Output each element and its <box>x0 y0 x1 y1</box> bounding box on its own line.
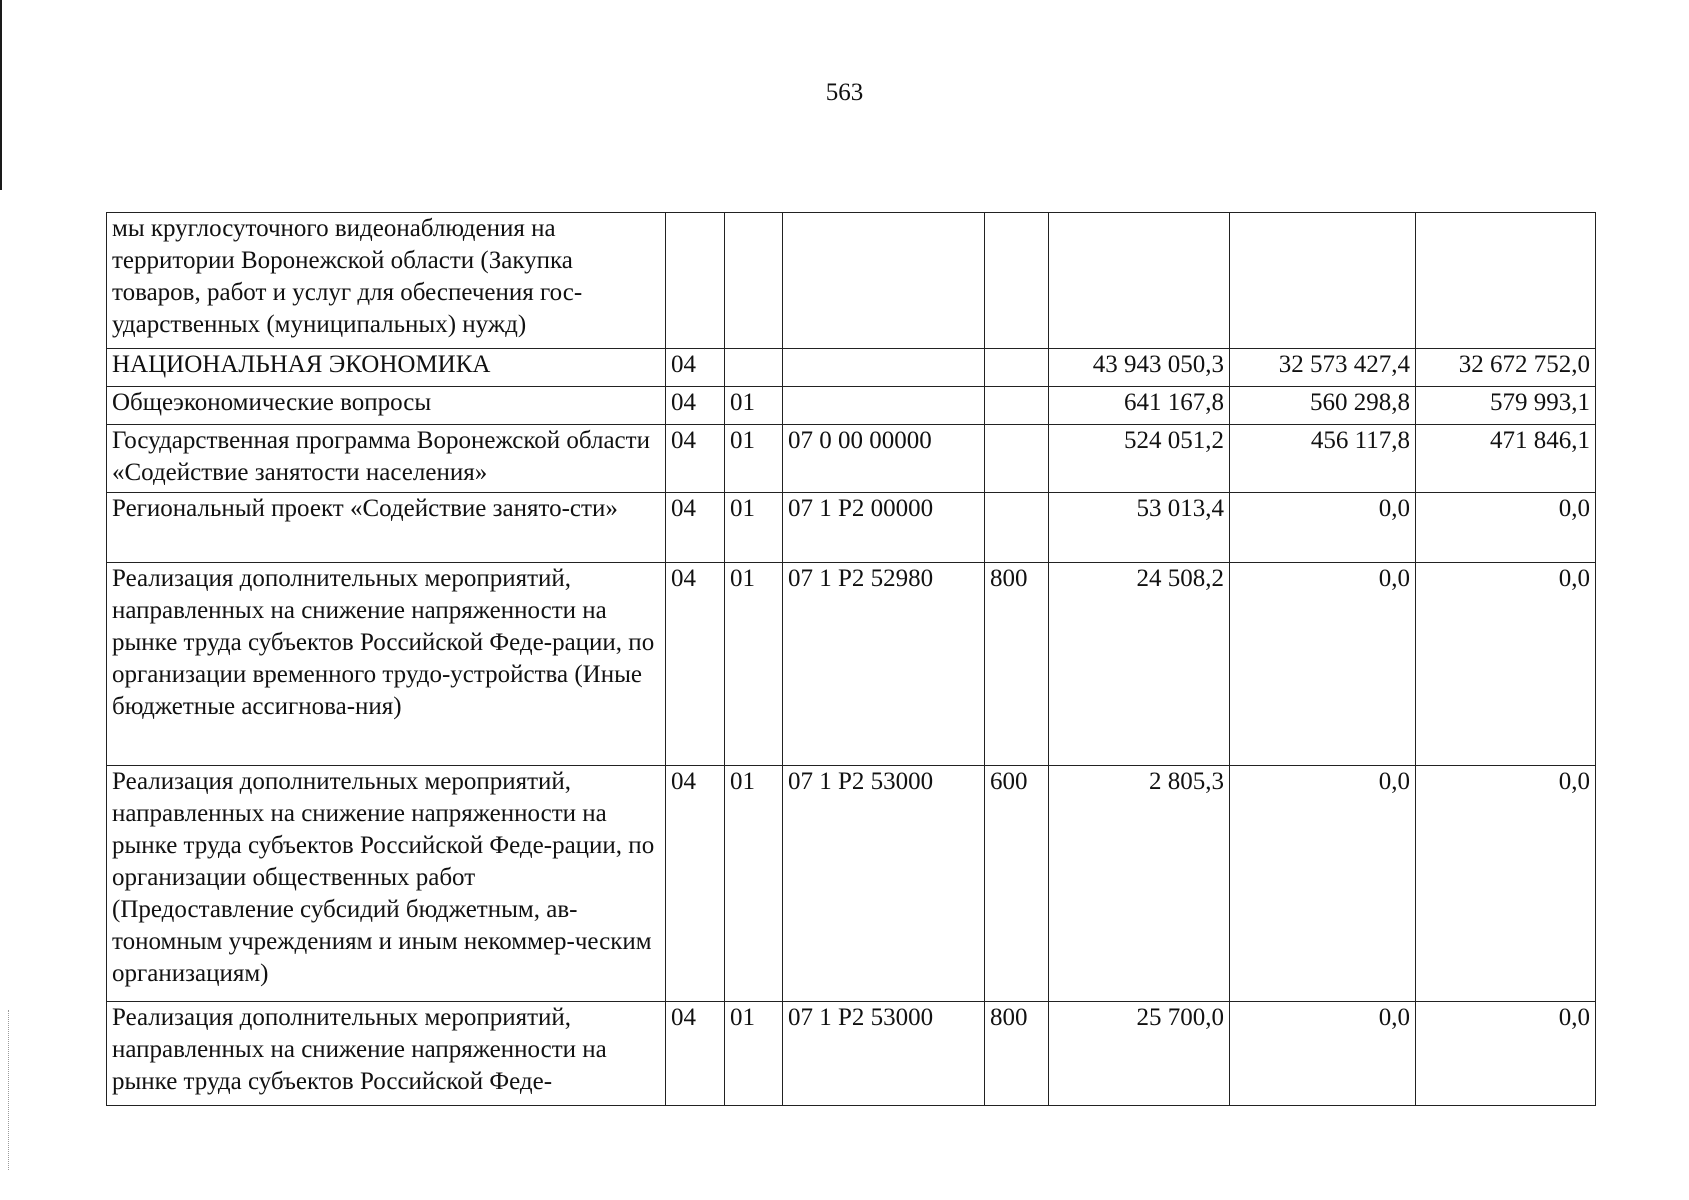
cell-sum1: 43 943 050,3 <box>1049 349 1230 387</box>
cell-sum2: 456 117,8 <box>1230 425 1416 493</box>
cell-name: Региональный проект «Содействие занято-сти» <box>107 493 666 563</box>
cell-vr: 800 <box>985 1002 1049 1106</box>
cell-sum2: 560 298,8 <box>1230 387 1416 425</box>
cell-pr: 01 <box>725 563 783 766</box>
cell-pr: 01 <box>725 766 783 1002</box>
cell-csr: 07 0 00 00000 <box>783 425 985 493</box>
cell-vr <box>985 387 1049 425</box>
table-row <box>107 1002 1596 1106</box>
cell-name: Государственная программа Воронежской области «Содействие занятости населения» <box>107 425 666 493</box>
cell-vr: 800 <box>985 563 1049 766</box>
cell-csr <box>783 213 985 349</box>
cell-rz: 04 <box>666 766 725 1002</box>
cell-name: Реализация дополнительных мероприятий, направленных на снижение напряженности на рынке труда субъектов Российской Феде-рации, по организации временного трудо-устройства (Иные бюджетные ассигнова-ния) <box>107 563 666 766</box>
cell-sum1: 2 805,3 <box>1049 766 1230 1002</box>
cell-pr <box>725 213 783 349</box>
scan-edge-dots <box>8 1010 10 1170</box>
cell-pr <box>725 349 783 387</box>
table-row <box>107 766 1596 1002</box>
table-row <box>107 425 1596 493</box>
cell-sum1: 524 051,2 <box>1049 425 1230 493</box>
cell-sum3: 471 846,1 <box>1416 425 1596 493</box>
cell-pr: 01 <box>725 387 783 425</box>
page-number: 563 <box>825 79 864 106</box>
cell-sum2: 0,0 <box>1230 1002 1416 1106</box>
cell-sum3: 579 993,1 <box>1416 387 1596 425</box>
cell-csr <box>783 349 985 387</box>
cell-rz: 04 <box>666 563 725 766</box>
cell-sum1: 53 013,4 <box>1049 493 1230 563</box>
cell-name: мы круглосуточного видеонаблюдения на территории Воронежской области (Закупка товаров, работ и услуг для обеспечения гос-ударственных (муниципальных) нужд) <box>107 213 666 349</box>
cell-csr: 07 1 Р2 53000 <box>783 766 985 1002</box>
cell-rz <box>666 213 725 349</box>
cell-name: Общеэкономические вопросы <box>107 387 666 425</box>
table-row <box>107 387 1596 425</box>
cell-sum3: 0,0 <box>1416 766 1596 1002</box>
cell-sum1: 25 700,0 <box>1049 1002 1230 1106</box>
cell-vr: 600 <box>985 766 1049 1002</box>
cell-sum1: 24 508,2 <box>1049 563 1230 766</box>
cell-pr: 01 <box>725 425 783 493</box>
cell-sum3: 0,0 <box>1416 563 1596 766</box>
cell-name: НАЦИОНАЛЬНАЯ ЭКОНОМИКА <box>107 349 666 387</box>
cell-rz: 04 <box>666 425 725 493</box>
cell-pr: 01 <box>725 1002 783 1106</box>
cell-sum3: 0,0 <box>1416 493 1596 563</box>
cell-name: Реализация дополнительных мероприятий, направленных на снижение напряженности на рынке труда субъектов Российской Феде- <box>107 1002 666 1106</box>
cell-pr: 01 <box>725 493 783 563</box>
cell-vr <box>985 349 1049 387</box>
cell-vr <box>985 213 1049 349</box>
cell-sum1 <box>1049 213 1230 349</box>
cell-vr <box>985 425 1049 493</box>
cell-name: Реализация дополнительных мероприятий, направленных на снижение напряженности на рынке труда субъектов Российской Феде-рации, по организации общественных работ (Предоставление субсидий бюджетным, ав-тономным учреждениям и иным некоммер-ческим организациям) <box>107 766 666 1002</box>
cell-rz: 04 <box>666 349 725 387</box>
cell-sum1: 641 167,8 <box>1049 387 1230 425</box>
cell-sum2 <box>1230 213 1416 349</box>
cell-sum2: 0,0 <box>1230 766 1416 1002</box>
table-row <box>107 563 1596 766</box>
table-row <box>107 493 1596 563</box>
cell-rz: 04 <box>666 493 725 563</box>
cell-sum3 <box>1416 213 1596 349</box>
cell-sum2: 0,0 <box>1230 563 1416 766</box>
cell-rz: 04 <box>666 1002 725 1106</box>
cell-sum2: 32 573 427,4 <box>1230 349 1416 387</box>
table-row <box>107 349 1596 387</box>
cell-vr <box>985 493 1049 563</box>
cell-sum3: 0,0 <box>1416 1002 1596 1106</box>
cell-csr: 07 1 Р2 00000 <box>783 493 985 563</box>
table-row <box>107 213 1596 349</box>
cell-sum2: 0,0 <box>1230 493 1416 563</box>
budget-table <box>106 212 1596 1106</box>
cell-sum3: 32 672 752,0 <box>1416 349 1596 387</box>
cell-csr: 07 1 Р2 53000 <box>783 1002 985 1106</box>
cell-rz: 04 <box>666 387 725 425</box>
cell-csr <box>783 387 985 425</box>
cell-csr: 07 1 Р2 52980 <box>783 563 985 766</box>
